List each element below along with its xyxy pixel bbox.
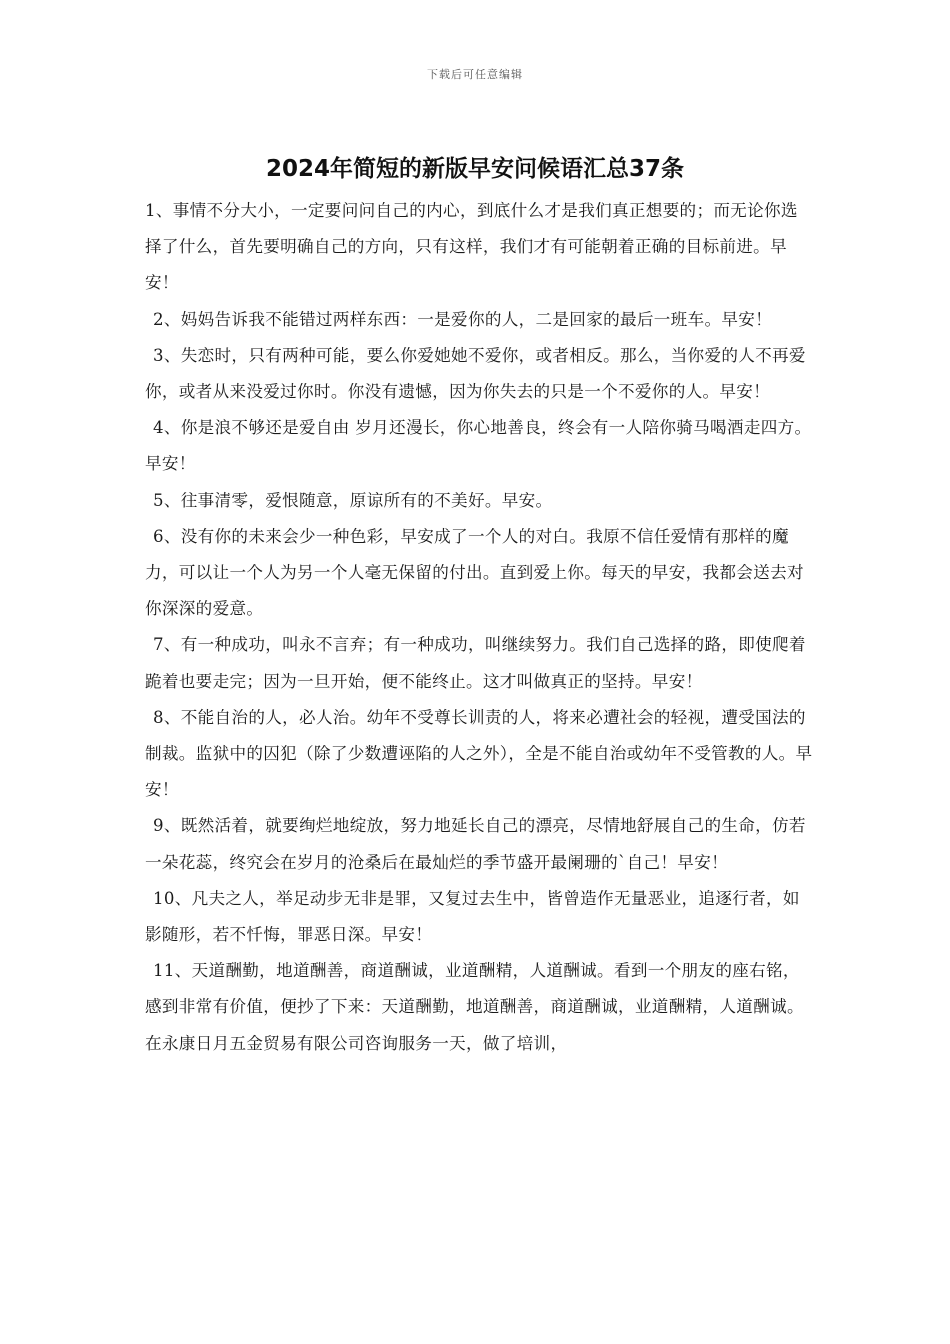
list-item: 1、事情不分大小，一定要问问自己的内心，到底什么才是我们真正想要的；而无论你选择了什么，首先要明确自己的方向，只有这样，我们才有可能朝着正确的目标前进。早安！ <box>145 201 798 293</box>
document-title: 2024年简短的新版早安问候语汇总37条 <box>265 156 685 182</box>
list-item: 2、妈妈告诉我不能错过两样东西：一是爱你的人，二是回家的最后一班车。早安！ <box>153 309 773 329</box>
list-item: 8、不能自治的人，必人治。幼年不受尊长训责的人，将来必遭社会的轻视，遭受国法的制裁。监狱中的囚犯（除了少数遭诬陷的人之外），全是不能自治或幼年不受管教的人。早安！ <box>145 707 813 800</box>
list-item: 11、天道酬勤，地道酬善，商道酬诚，业道酬精，人道酬诚。看到一个朋友的座右铭，感到非常有价值，便抄了下来：天道酬勤，地道酬善，商道酬诚，业道酬精，人道酬诚。在永康日月五金贸易有限公司咨询服务一天，做了培训， <box>145 961 804 1053</box>
list-item: 9、既然活着，就要绚烂地绽放，努力地延长自己的漂亮，尽情地舒展自己的生命，仿若一朵花蕊，终究会在岁月的沧桑后在最灿烂的季节盛开最阑珊的`自己！早安！ <box>145 816 806 872</box>
header-note: 下载后可任意编辑 <box>427 68 523 81</box>
list-item: 10、凡夫之人，举足动步无非是罪，又复过去生中，皆曾造作无量恶业，追逐行者，如影随形，若不忏悔，罪恶日深。早安！ <box>145 888 800 945</box>
list-item: 3、失恋时，只有两种可能，要么你爱她她不爱你，或者相反。那么，当你爱的人不再爱你，或者从来没爱过你时。你没有遗憾，因为你失去的只是一个不爱你的人。早安！ <box>145 345 806 402</box>
list-item: 5、往事清零，爱恨随意，原谅所有的不美好。早安。 <box>153 490 553 510</box>
list-item: 4、你是浪不够还是爱自由 岁月还漫长，你心地善良，终会有一人陪你骑马喝酒走四方。早安！ <box>145 418 812 474</box>
document-body <box>145 193 813 1062</box>
list-item: 6、没有你的未来会少一种色彩，早安成了一个人的对白。我原不信任爱情有那样的魔力，可以让一个人为另一个人毫无保留的付出。直到爱上你。每天的早安，我都会送去对你深深的爱意。 <box>145 526 804 619</box>
list-item: 7、有一种成功，叫永不言弃；有一种成功，叫继续努力。我们自己选择的路，即使爬着跪着也要走完；因为一旦开始，便不能终止。这才叫做真正的坚持。早安！ <box>145 635 806 691</box>
